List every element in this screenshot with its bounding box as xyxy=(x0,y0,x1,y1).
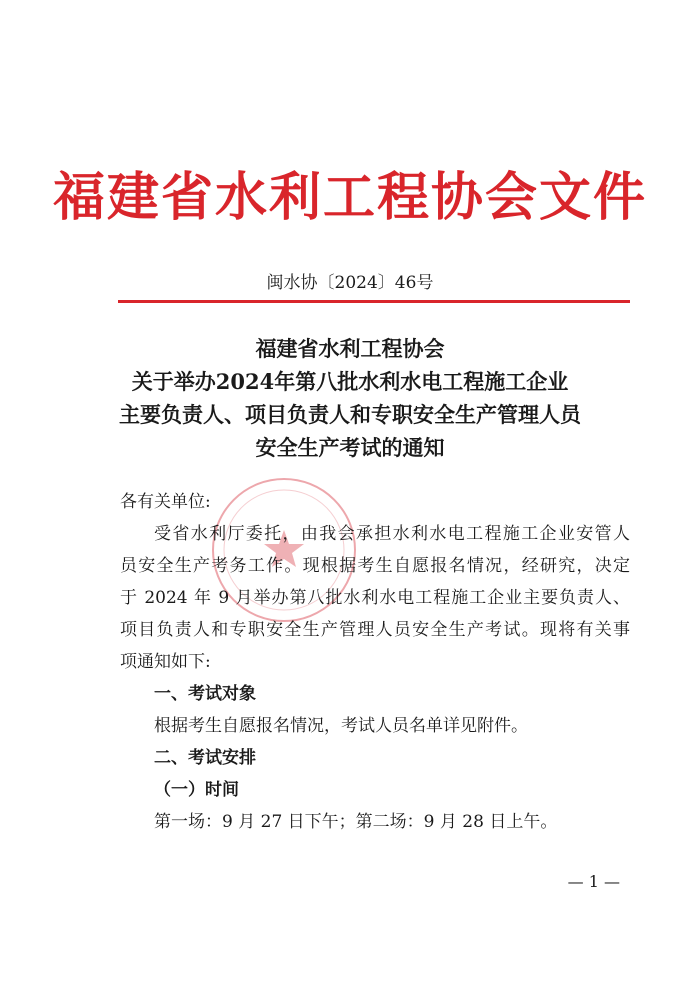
title-line-4: 安全生产考试的通知 xyxy=(255,435,445,460)
paragraph-1-line-4: 项目负责人和专职安全生产管理人员安全生产考试。现将有关事 xyxy=(120,620,630,640)
red-divider-line xyxy=(118,300,630,303)
salutation: 各有关单位: xyxy=(120,492,211,512)
notice-title xyxy=(0,332,700,464)
notice-body xyxy=(120,486,630,838)
document-number: 闽水协〔2024〕46号 xyxy=(266,273,434,293)
title-line-1: 福建省水利工程协会 xyxy=(255,336,445,361)
subsection-heading-time: （一）时间 xyxy=(154,780,239,800)
section-heading-2: 二、考试安排 xyxy=(154,748,256,768)
title-line-2: 关于举办2024年第八批水利水电工程施工企业 xyxy=(131,369,569,394)
title-line-3: 主要负责人、项目负责人和专职安全生产管理人员 xyxy=(119,402,581,427)
masthead-title: 福建省水利工程协会文件 xyxy=(52,168,647,228)
paragraph-3: 第一场：9 月 27 日下午；第二场：9 月 28 日上午。 xyxy=(154,812,558,832)
paragraph-1-line-1: 受省水利厅委托，由我会承担水利水电工程施工企业安管人 xyxy=(154,524,630,544)
section-heading-1: 一、考试对象 xyxy=(154,684,256,704)
paragraph-1-line-2: 员安全生产考务工作。现根据考生自愿报名情况，经研究，决定 xyxy=(120,556,630,576)
page-number: — 1 — xyxy=(567,872,620,891)
paragraph-2: 根据考生自愿报名情况，考试人员名单详见附件。 xyxy=(154,716,528,736)
paragraph-1-line-5: 项通知如下: xyxy=(120,652,211,672)
paragraph-1-line-3: 于 2024 年 9 月举办第八批水利水电工程施工企业主要负责人、 xyxy=(120,588,630,608)
